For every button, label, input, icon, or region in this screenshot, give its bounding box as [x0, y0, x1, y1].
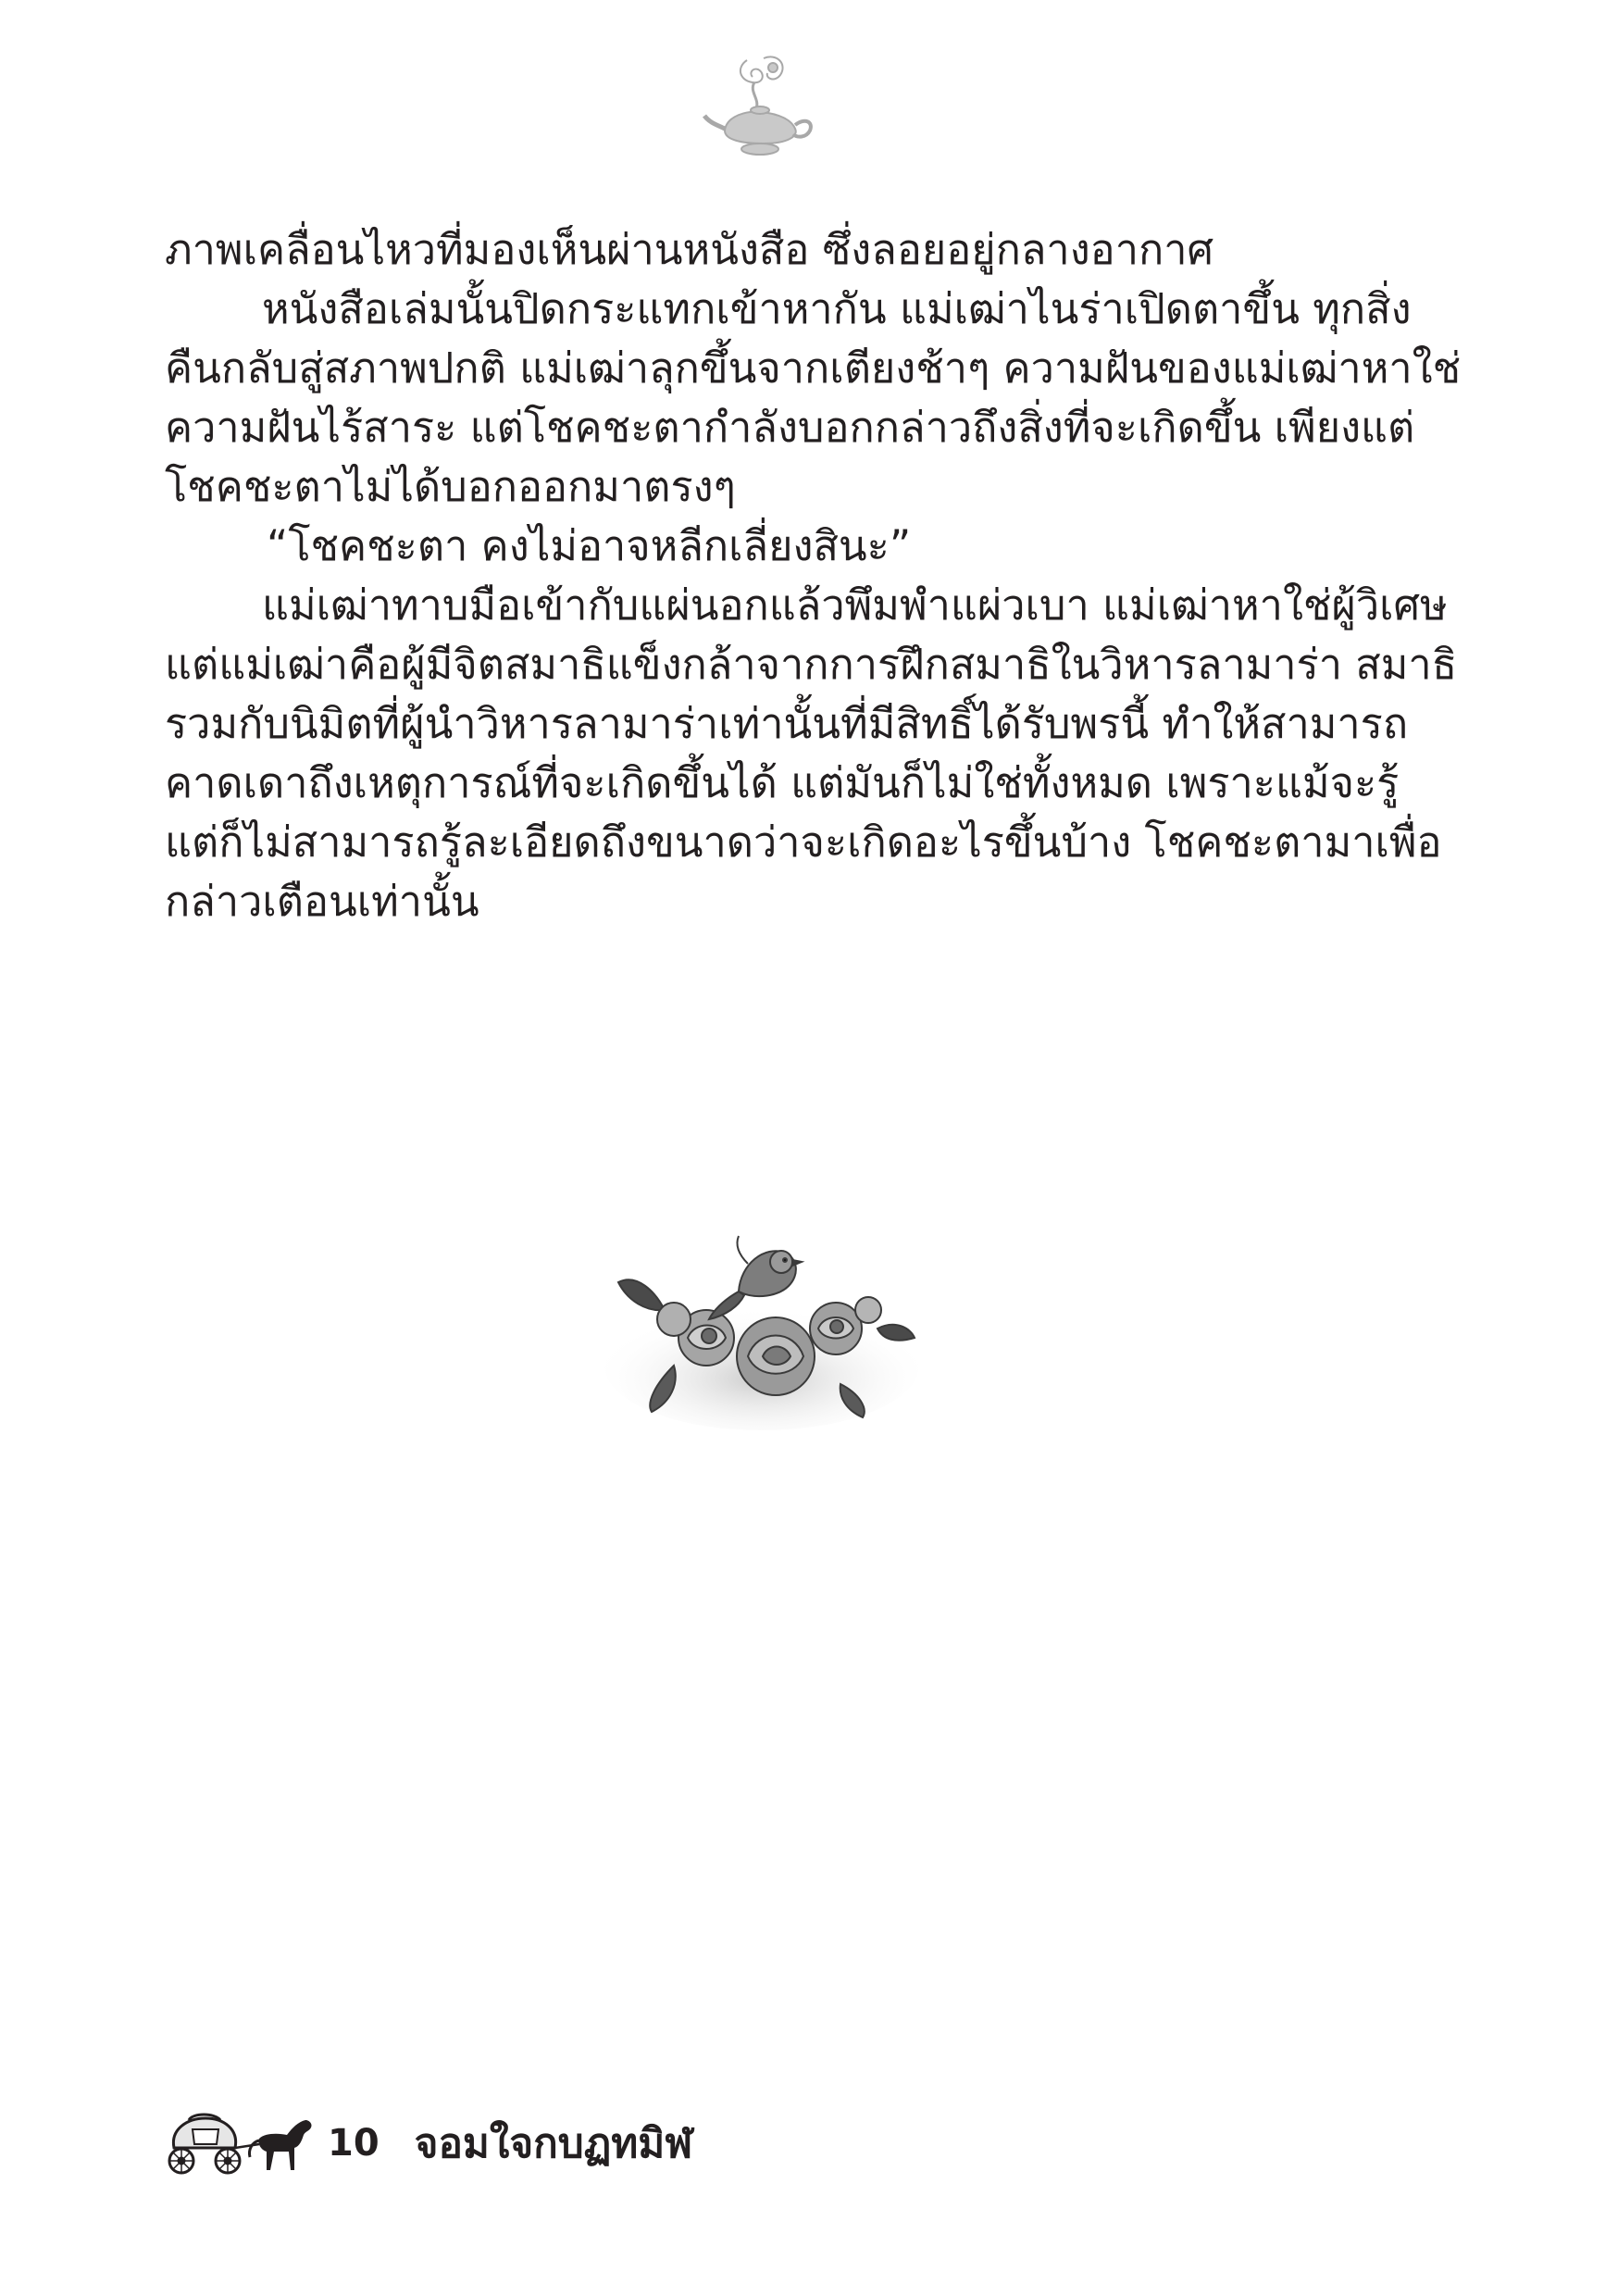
- text-line: แม่เฒ่าทาบมือเข้ากับแผ่นอกแล้วพึมพำแผ่วเบา แม่เฒ่าหาใช่ผู้วิเศษ: [262, 580, 1448, 630]
- carriage-icon: [156, 2111, 322, 2176]
- page-footer: [156, 2106, 692, 2180]
- text-line: โชคชะตาไม่ได้บอกออกมาตรงๆ: [165, 462, 736, 511]
- text-line: รวมกับนิมิตที่ผู้นำวิหารลามาร่าเท่านั้นที่มีสิทธิ์ได้รับพรนี้ ทำให้สามารถ: [165, 699, 1409, 748]
- text-line: ความฝันไร้สาระ แต่โชคชะตากำลังบอกกล่าวถึงสิ่งที่จะเกิดขึ้น เพียงแต่: [165, 403, 1415, 452]
- book-title: จอมใจกบฏทมิฬ: [414, 2120, 693, 2167]
- text-line: แต่ก็ไม่สามารถรู้ละเอียดถึงขนาดว่าจะเกิดอะไรขึ้นบ้าง โชคชะตามาเพื่อ: [165, 817, 1442, 867]
- body-text: [165, 220, 1462, 931]
- text-line: คืนกลับสู่สภาพปกติ แม่เฒ่าลุกขึ้นจากเตียงช้าๆ ความฝันของแม่เฒ่าหาใช่: [165, 343, 1462, 393]
- page-number: 10: [328, 2122, 380, 2165]
- text-line: กล่าวเตือนเท่านั้น: [165, 877, 479, 926]
- text-line: ภาพเคลื่อนไหวที่มองเห็นผ่านหนังสือ ซึ่งลอยอยู่กลางอากาศ: [165, 225, 1214, 274]
- text-line: แต่แม่เฒ่าคือผู้มีจิตสมาธิแข็งกล้าจากการฝึกสมาธิในวิหารลามาร่า สมาธิ: [165, 640, 1458, 689]
- text-line: หนังสือเล่มนั้นปิดกระแทกเข้าหากัน แม่เฒ่าไนร่าเปิดตาขึ้น ทุกสิ่ง: [262, 284, 1412, 333]
- magic-lamp-icon: [699, 51, 819, 167]
- floral-bird-icon: [600, 1227, 919, 1440]
- text-line: “โชคชะตา คงไม่อาจหลีกเลี่ยงสินะ”: [267, 521, 912, 570]
- text-line: คาดเดาถึงเหตุการณ์ที่จะเกิดขึ้นได้ แต่มันก็ไม่ใช่ทั้งหมด เพราะแม้จะรู้: [165, 758, 1400, 807]
